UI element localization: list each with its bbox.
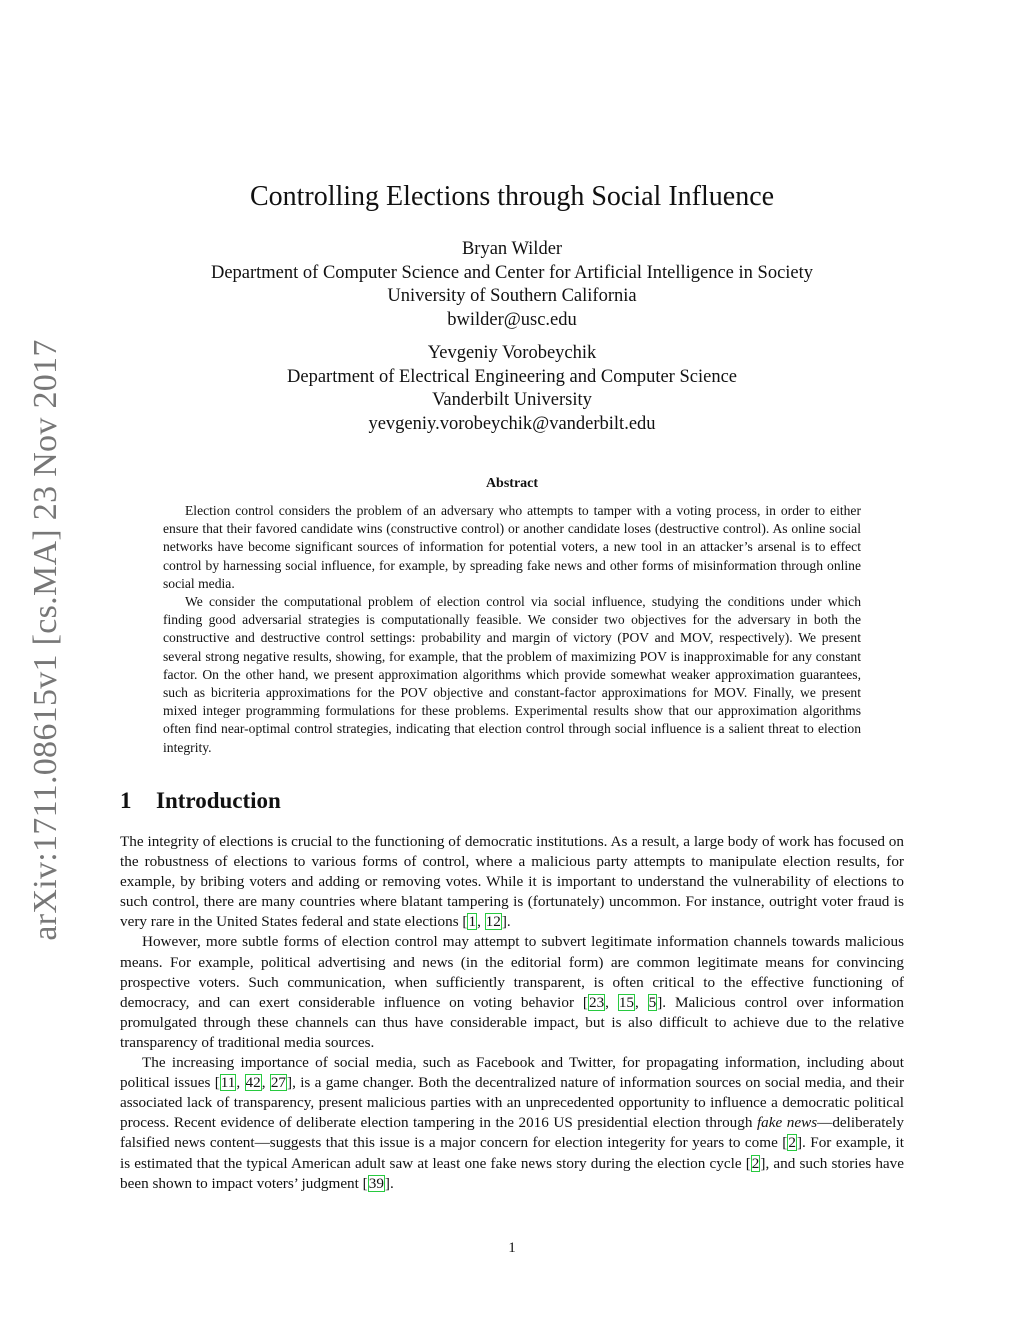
abstract-heading: Abstract	[485, 476, 539, 491]
page-number: 1	[508, 1240, 516, 1256]
citation-separator: ,	[635, 993, 648, 1011]
arxiv-identifier: arXiv:1711.08615v1 [cs.MA] 23 Nov 2017	[27, 339, 64, 941]
author-name: Bryan Wilder	[461, 239, 563, 259]
section-heading	[120, 788, 281, 814]
citation-separator: ,	[477, 913, 485, 931]
citation-link[interactable]: 23	[588, 993, 605, 1011]
author-affiliation: Department of Computer Science and Center for Artificial Intelligence in Society	[210, 262, 814, 283]
emphasis-text: fake news	[756, 1114, 818, 1132]
body-text: ], is a game changer. Both the decentralized nature of information sources on social media, and their associated lack of transparency, present malicious parties with an unprecedented opportunity to influence a democratic political process. Recent evidence of deliberate election tampering in the 2016 US presidential election through	[120, 1074, 904, 1132]
citation-separator: ,	[261, 1074, 270, 1092]
author-block-1	[0, 238, 1024, 332]
author-name: Yevgeniy Vorobeychik	[427, 343, 597, 363]
citation-link[interactable]: 5	[648, 993, 657, 1011]
body-text: —deliberately falsified news content—suggests that this issue is a major concern for election integerity for years to come [	[120, 1114, 904, 1152]
citation-link[interactable]: 2	[751, 1154, 760, 1172]
author-email: bwilder@usc.edu	[447, 309, 577, 330]
citation-link[interactable]: 39	[368, 1174, 384, 1192]
citation-separator: ,	[236, 1074, 245, 1092]
citation-link[interactable]: 27	[270, 1074, 287, 1092]
citation-link[interactable]: 11	[220, 1074, 236, 1092]
citation-link[interactable]: 15	[618, 993, 634, 1011]
body-text: ], and such stories have been shown to impact voters’ judgment [	[120, 1154, 904, 1192]
body-paragraph	[120, 832, 904, 932]
body-paragraph	[120, 932, 904, 1053]
author-institution: University of Southern California	[387, 286, 637, 306]
body-text: The increasing importance of social media, such as Facebook and Twitter, for propagating information, including about political issues [	[120, 1054, 904, 1092]
body-text: The integrity of elections is crucial to the functioning of democratic institutions. As a result, a large body of work has focused on the robustness of elections to various forms of control, where a malicious party attempts to manipulate election results, for example, by bribing voters and adding or removing votes. While it is important to understand the vulnerability of elections to such control, there are many countries where blatant tampering is (fortunately) uncommon. For instance, outright voter fraud is very rare in the United States federal and state elections [	[120, 833, 904, 931]
body-text: However, more subtle forms of election control may attempt to subvert legitimate information channels towards malicious means. For example, political advertising and news (in the editorial form) are common legitimate means for convincing prospective voters. Such communication, when sufficiently transparent, is often critical to the effective functioning of democracy, and can exert considerable influence on voting behavior [	[120, 933, 904, 1011]
body-paragraph	[120, 1053, 904, 1194]
body-text: ].	[501, 913, 511, 931]
citation-link[interactable]: 42	[245, 1074, 261, 1092]
author-email: yevgeniy.vorobeychik@vanderbilt.edu	[368, 413, 656, 434]
section-title: Introduction	[156, 788, 281, 813]
author-affiliation: Department of Electrical Engineering and Computer Science	[287, 366, 737, 387]
body-text: ].	[384, 1174, 394, 1192]
abstract-body	[163, 502, 861, 757]
body-text: ]. Malicious control over information promulgated through these channels can thus have considerable impact, but is also difficult to achieve due to the relative transparency of traditional media sources.	[120, 993, 904, 1051]
citation-link[interactable]: 2	[788, 1134, 796, 1152]
body-text: ]. For example, it is estimated that the typical American adult saw at least one fake news story during the election cycle [	[120, 1134, 904, 1172]
abstract-paragraph: Election control considers the problem of an adversary who attempts to tamper with a voting process, in order to either ensure that their favored candidate wins (constructive control) or another candidate loses (destructive control). As online social networks have become significant sources of information for potential voters, a new tool in an attacker’s arsenal is to effect control by harnessing social influence, for example, by spreading fake news and other forms of misinformation through online social media.	[163, 503, 861, 591]
author-institution: Vanderbilt University	[432, 390, 592, 410]
section-number: 1	[120, 788, 132, 813]
abstract-paragraph: We consider the computational problem of election control via social influence, studying the conditions under which finding good adversarial strategies is computationally feasible. We consider two objectives for the adversary in both the constructive and destructive control settings: probability and margin of victory (POV and MOV, respectively). We present several strong negative results, showing, for example, that the problem of maximizing POV is inapproximable for any constant factor. On the other hand, we present approximation algorithms which provide somewhat weaker approximation guarantees, such as bicriteria approximations for the POV objective and constant-factor approximations for MOV. Finally, we present mixed integer programming formulations for these problems. Experimental results show that our approximation algorithms often find near-optimal control strategies, indicating that election control through social influence is a salient threat to election integrity.	[163, 594, 861, 755]
citation-link[interactable]: 1	[468, 913, 477, 931]
citation-separator: ,	[605, 993, 618, 1011]
author-block-2	[0, 342, 1024, 436]
introduction-body	[120, 832, 904, 1194]
citation-link[interactable]: 12	[485, 913, 501, 931]
paper-title: Controlling Elections through Social Influence	[249, 181, 775, 212]
